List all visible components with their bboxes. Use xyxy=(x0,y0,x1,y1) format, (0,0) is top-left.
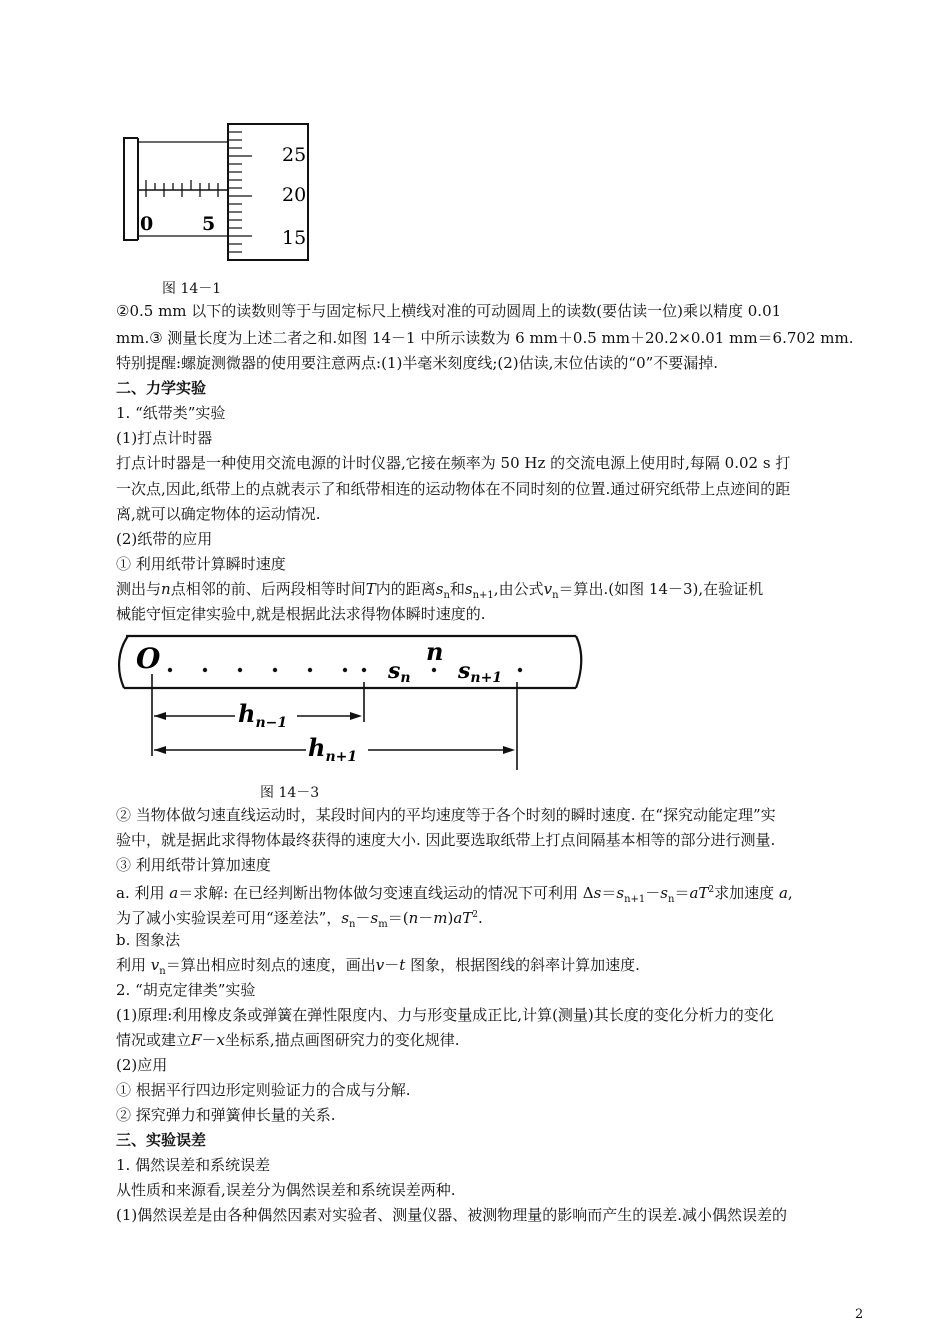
paragraph: ① 根据平行四边形定则验证力的合成与分解. xyxy=(116,1081,411,1099)
paragraph: a. 利用 a＝求解: 在已经判断出物体做匀变速直线运动的情况下可利用 $\Delta s=s_{n+1}-s_n=aT^2$求加速度 a, xyxy=(116,884,793,905)
paragraph: 一次点,因此,纸带上的点就表示了和纸带相连的运动物体在不同时刻的位置.通过研究纸带上点迹间的距 xyxy=(116,480,791,498)
paragraph: (2)纸带的应用 xyxy=(116,530,213,548)
thimble-label-25: 25 xyxy=(282,144,307,166)
paragraph: 利用 $v_n=$算出相应时刻点的速度，画出v－t 图象，根据图线的斜率计算加速度. xyxy=(116,956,640,977)
section-heading: 三、实验误差 xyxy=(116,1131,207,1149)
paragraph: ③ 利用纸带计算加速度 xyxy=(116,856,271,874)
paragraph: (1)打点计时器 xyxy=(116,429,213,447)
paper-tape-figure xyxy=(110,630,590,775)
origin-label: O xyxy=(136,642,161,675)
paragraph: 1. “纸带类”实验 xyxy=(116,404,226,422)
paragraph: 2. “胡克定律类”实验 xyxy=(116,981,256,999)
thimble-label-20: 20 xyxy=(282,184,307,206)
paragraph: b. 图象法 xyxy=(116,931,181,949)
section-heading: 二、力学实验 xyxy=(116,379,207,397)
h-n-plus-1-label: $h_{n+1}$ xyxy=(308,733,358,765)
paragraph: 从性质和来源看,误差分为偶然误差和系统误差两种. xyxy=(116,1181,456,1199)
s-n1-label: sn+1 xyxy=(458,658,503,686)
paragraph: 械能守恒定律实验中,就是根据此法求得物体瞬时速度的. xyxy=(116,605,486,623)
paragraph: 特别提醒:螺旋测微器的使用要注意两点:(1)半毫米刻度线;(2)估读,末位估读的“0”不要漏掉. xyxy=(116,354,719,372)
figure-caption-14-1: 图 14－1 xyxy=(162,281,222,297)
paragraph: ②0.5 mm 以下的读数则等于与固定标尺上横线对准的可动圆周上的读数(要估读一位)乘以精度 0.01 xyxy=(116,302,782,320)
paragraph: (2)应用 xyxy=(116,1056,168,1074)
sleeve-label-0: 0 xyxy=(140,213,154,235)
paragraph: ② 探究弹力和弹簧伸长量的关系. xyxy=(116,1106,336,1124)
paragraph: 测出与n点相邻的前、后两段相等时间T内的距离$s_n$和$s_{n+1}$,由公式$v_n=$算出.(如图 14－3),在验证机 xyxy=(116,580,764,601)
figure-caption-14-3: 图 14－3 xyxy=(260,785,320,801)
paragraph: (1)偶然误差是由各种偶然因素对实验者、测量仪器、被测物理量的影响而产生的误差.减小偶然误差的 xyxy=(116,1206,788,1224)
sleeve-label-5: 5 xyxy=(202,213,216,235)
paragraph: 情况或建立F－x坐标系,描点画图研究力的变化规律. xyxy=(116,1031,460,1049)
page-number: 2 xyxy=(855,1307,864,1322)
paragraph: 为了减小实验误差可用“逐差法”，$s_n-s_m=(n-m)aT^2$. xyxy=(116,909,483,930)
paragraph: ① 利用纸带计算瞬时速度 xyxy=(116,555,286,573)
n-label: n xyxy=(426,637,444,666)
paragraph: 1. 偶然误差和系统误差 xyxy=(116,1156,271,1174)
h-n-minus-1-label: $h_{n-1}$ xyxy=(238,699,288,731)
paragraph: mm.③ 测量长度为上述二者之和.如图 14－1 中所示读数为 6 mm＋0.5 mm＋20.2×0.01 mm＝6.702 mm. xyxy=(116,329,854,347)
thimble-label-15: 15 xyxy=(282,227,307,249)
paragraph: 验中，就是据此求得物体最终获得的速度大小. 因此要选取纸带上打点间隔基本相等的部分进行测量. xyxy=(116,831,776,849)
micrometer-figure xyxy=(110,118,320,268)
paragraph: 离,就可以确定物体的运动情况. xyxy=(116,505,321,523)
paragraph: (1)原理:利用橡皮条或弹簧在弹性限度内、力与形变量成正比,计算(测量)其长度的变化分析力的变化 xyxy=(116,1006,774,1024)
paragraph: 打点计时器是一种使用交流电源的计时仪器,它接在频率为 50 Hz 的交流电源上使用时,每隔 0.02 s 打 xyxy=(116,454,791,472)
paragraph: ② 当物体做匀速直线运动时，某段时间内的平均速度等于各个时刻的瞬时速度. 在“探究动能定理”实 xyxy=(116,806,776,824)
s-n-label: sn xyxy=(388,658,411,686)
